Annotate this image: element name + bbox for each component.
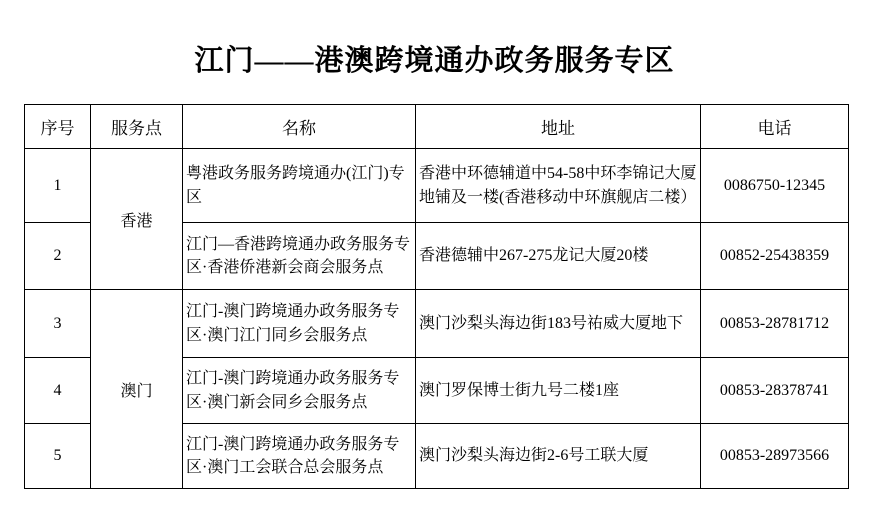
address-cell: 澳门沙梨头海边街183号祐威大厦地下 <box>416 290 701 358</box>
name-cell: 江门—香港跨境通办政务服务专区·香港侨港新会商会服务点 <box>183 223 416 290</box>
header-name: 名称 <box>183 105 416 149</box>
header-seq: 序号 <box>25 105 91 149</box>
service-points-table <box>24 104 849 489</box>
address-cell: 香港中环德辅道中54-58中环李锦记大厦地铺及一楼(香港移动中环旗舰店二楼） <box>416 149 701 223</box>
phone-cell: 00853-28378741 <box>701 358 849 424</box>
seq-cell: 4 <box>25 358 91 424</box>
name-cell: 江门-澳门跨境通办政务服务专区·澳门新会同乡会服务点 <box>183 358 416 424</box>
table-header-row <box>25 105 849 149</box>
address-cell: 香港德辅中267-275龙记大厦20楼 <box>416 223 701 290</box>
page-title: 江门——港澳跨境通办政务服务专区 <box>194 45 675 77</box>
phone-cell: 00852-25438359 <box>701 223 849 290</box>
address-cell: 澳门罗保博士街九号二楼1座 <box>416 358 701 424</box>
name-cell: 江门-澳门跨境通办政务服务专区·澳门工会联合总会服务点 <box>183 424 416 489</box>
seq-cell: 1 <box>25 149 91 223</box>
header-service-point: 服务点 <box>91 105 183 149</box>
name-cell: 江门-澳门跨境通办政务服务专区·澳门江门同乡会服务点 <box>183 290 416 358</box>
name-cell: 粤港政务服务跨境通办(江门)专区 <box>183 149 416 223</box>
seq-cell: 3 <box>25 290 91 358</box>
group-cell-macau: 澳门 <box>91 290 183 489</box>
phone-cell: 00853-28973566 <box>701 424 849 489</box>
phone-cell: 0086750-12345 <box>701 149 849 223</box>
header-address: 地址 <box>416 105 701 149</box>
phone-cell: 00853-28781712 <box>701 290 849 358</box>
seq-cell: 5 <box>25 424 91 489</box>
group-cell-hongkong: 香港 <box>91 149 183 290</box>
table-row <box>25 290 849 358</box>
seq-cell: 2 <box>25 223 91 290</box>
address-cell: 澳门沙梨头海边街2-6号工联大厦 <box>416 424 701 489</box>
table-row <box>25 149 849 223</box>
header-phone: 电话 <box>701 105 849 149</box>
